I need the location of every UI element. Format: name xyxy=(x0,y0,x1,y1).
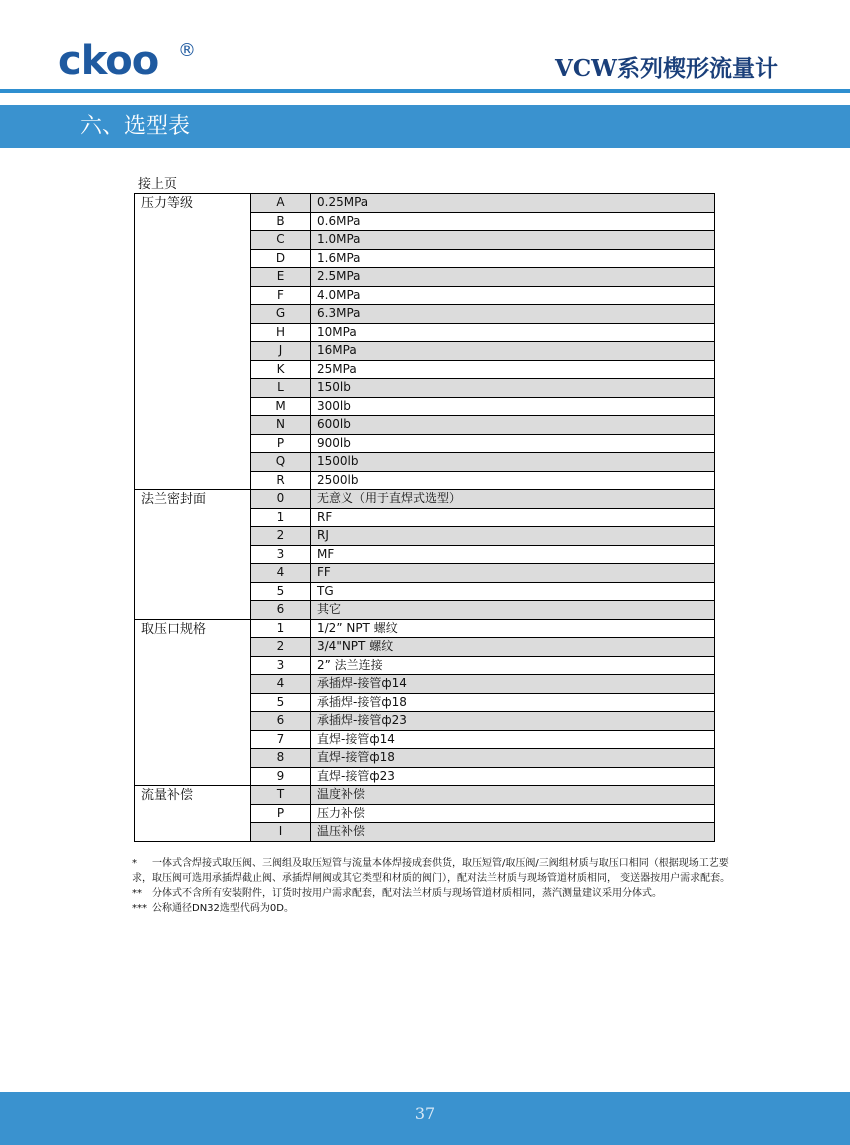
table-row xyxy=(135,490,715,509)
option-code: 6 xyxy=(251,712,311,731)
footnote-mark: ** xyxy=(132,888,142,899)
option-value: 无意义（用于直焊式选型） xyxy=(311,490,715,509)
option-code: D xyxy=(251,249,311,268)
footnote-text: 分体式不含所有安装附件，订货时按用户需求配套，配对法兰材质与现场管道材质相同，蒸汽测量建议采用分体式。 xyxy=(152,888,662,899)
option-value: 1500lb xyxy=(311,453,715,472)
group-label: 压力等级 xyxy=(135,194,251,490)
footnote-text: 公称通径DN32选型代码为0D。 xyxy=(152,903,294,914)
option-code: 3 xyxy=(251,545,311,564)
option-value: 直焊-接管ф18 xyxy=(311,749,715,768)
page-footer xyxy=(0,1092,850,1145)
option-value: 300lb xyxy=(311,397,715,416)
option-value: 直焊-接管ф14 xyxy=(311,730,715,749)
option-code: P xyxy=(251,434,311,453)
option-code: R xyxy=(251,471,311,490)
section-banner xyxy=(0,105,850,148)
option-code: 2 xyxy=(251,527,311,546)
option-code: 4 xyxy=(251,564,311,583)
footnote-mark: *** xyxy=(132,903,147,914)
option-code: P xyxy=(251,804,311,823)
group-label: 法兰密封面 xyxy=(135,490,251,620)
document-title: VCW系列楔形流量计 xyxy=(555,55,778,82)
option-value: RF xyxy=(311,508,715,527)
option-value: 1/2” NPT 螺纹 xyxy=(311,619,715,638)
option-code: H xyxy=(251,323,311,342)
option-value: 600lb xyxy=(311,416,715,435)
option-code: 5 xyxy=(251,693,311,712)
option-value: MF xyxy=(311,545,715,564)
table-row xyxy=(135,619,715,638)
option-code: K xyxy=(251,360,311,379)
option-value: 2” 法兰连接 xyxy=(311,656,715,675)
table-row xyxy=(135,786,715,805)
option-code: 8 xyxy=(251,749,311,768)
option-code: 3 xyxy=(251,656,311,675)
option-code: 5 xyxy=(251,582,311,601)
registered-mark: ® xyxy=(178,40,196,61)
option-value: 25MPa xyxy=(311,360,715,379)
section-title: 六、选型表 xyxy=(80,114,191,139)
footnote-text: 一体式含焊接式取压阀、三阀组及取压短管与流量本体焊接成套供货，取压短管/取压阀/三阀组材质与取压口相同（根据现场工艺要求，取压阀可选用承插焊截止阀、承插焊闸阀或其它类型和材质的阀门），配对法兰材质与现场管道材质相同， 变送器按用户需求配套。 xyxy=(132,858,731,884)
option-value: 6.3MPa xyxy=(311,305,715,324)
option-value: 1.6MPa xyxy=(311,249,715,268)
option-code: 0 xyxy=(251,490,311,509)
option-value: 4.0MPa xyxy=(311,286,715,305)
option-value: 0.6MPa xyxy=(311,212,715,231)
option-value: 10MPa xyxy=(311,323,715,342)
footnote-3 xyxy=(132,901,737,916)
option-code: G xyxy=(251,305,311,324)
option-code: N xyxy=(251,416,311,435)
option-value: 2500lb xyxy=(311,471,715,490)
option-value: TG xyxy=(311,582,715,601)
option-code: A xyxy=(251,194,311,213)
footnotes xyxy=(132,856,737,916)
option-value: 直焊-接管ф23 xyxy=(311,767,715,786)
selection-table xyxy=(134,193,715,842)
group-label: 流量补偿 xyxy=(135,786,251,842)
option-value: 承插焊-接管ф18 xyxy=(311,693,715,712)
option-code: E xyxy=(251,268,311,287)
option-value: 压力补偿 xyxy=(311,804,715,823)
footnote-1 xyxy=(132,856,737,886)
option-value: 0.25MPa xyxy=(311,194,715,213)
page-number: 37 xyxy=(414,1104,436,1123)
option-value: 3/4"NPT 螺纹 xyxy=(311,638,715,657)
continued-label: 接上页 xyxy=(138,177,178,192)
option-code: Q xyxy=(251,453,311,472)
option-value: 其它 xyxy=(311,601,715,620)
option-code: C xyxy=(251,231,311,250)
option-value: 900lb xyxy=(311,434,715,453)
option-value: RJ xyxy=(311,527,715,546)
header-rule xyxy=(0,89,850,93)
option-value: 承插焊-接管ф23 xyxy=(311,712,715,731)
option-value: 16MPa xyxy=(311,342,715,361)
option-value: 150lb xyxy=(311,379,715,398)
option-code: 6 xyxy=(251,601,311,620)
option-code: T xyxy=(251,786,311,805)
option-code: 7 xyxy=(251,730,311,749)
table-row xyxy=(135,194,715,213)
option-value: 承插焊-接管ф14 xyxy=(311,675,715,694)
option-value: FF xyxy=(311,564,715,583)
option-code: 2 xyxy=(251,638,311,657)
footnote-2 xyxy=(132,886,737,901)
option-code: I xyxy=(251,823,311,842)
option-code: M xyxy=(251,397,311,416)
option-code: F xyxy=(251,286,311,305)
option-value: 温压补偿 xyxy=(311,823,715,842)
option-value: 2.5MPa xyxy=(311,268,715,287)
option-code: 4 xyxy=(251,675,311,694)
option-code: 1 xyxy=(251,619,311,638)
option-value: 1.0MPa xyxy=(311,231,715,250)
footnote-mark: * xyxy=(132,858,137,869)
option-code: J xyxy=(251,342,311,361)
group-label: 取压口规格 xyxy=(135,619,251,786)
option-value: 温度补偿 xyxy=(311,786,715,805)
brand-logo: ckoo xyxy=(58,38,159,84)
option-code: 1 xyxy=(251,508,311,527)
option-code: B xyxy=(251,212,311,231)
option-code: L xyxy=(251,379,311,398)
option-code: 9 xyxy=(251,767,311,786)
